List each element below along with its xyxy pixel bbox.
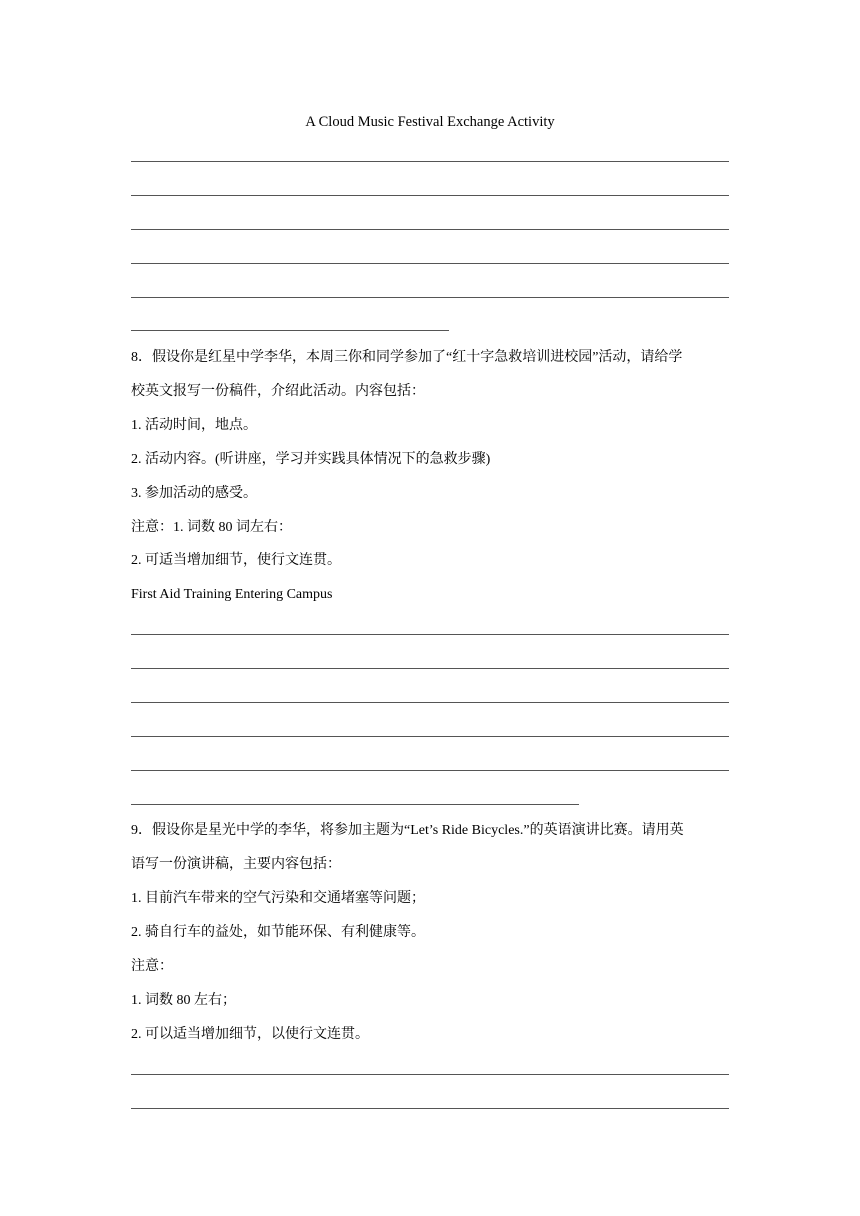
answer-line [131,1108,729,1109]
answer-line-short [131,330,449,331]
q8-point-3: 3. 参加活动的感受。 [131,486,257,501]
answer-line [131,736,729,737]
answer-line [131,770,729,771]
answer-line-short [131,804,579,805]
answer-line [131,1074,729,1075]
answer-line [131,297,729,298]
answer-line [131,195,729,196]
answer-line [131,668,729,669]
q9-prompt-line-1: 9．假设你是星光中学的李华，将参加主题为“Let’s Ride Bicycles.”的英语演讲比赛。请用英 [131,823,684,838]
q9-note-1: 1. 词数 80 左右； [131,993,236,1008]
q8-prompt-line-2: 校英文报写一份稿件，介绍此活动。内容包括： [131,384,425,399]
q9-prompt-line-2: 语写一份演讲稿，主要内容包括： [131,857,341,872]
answer-line [131,161,729,162]
essay-title-music-festival: A Cloud Music Festival Exchange Activity [305,114,555,130]
q9-point-2: 2. 骑自行车的益处，如节能环保、有利健康等。 [131,925,425,940]
q9-note-2: 2. 可以适当增加细节，以使行文连贯。 [131,1027,369,1042]
q9-note-label: 注意： [131,959,173,974]
q8-note-1: 注意：1. 词数 80 词左右： [131,520,292,535]
answer-line [131,229,729,230]
q8-prompt-line-1: 8．假设你是红星中学李华，本周三你和同学参加了“红十字急救培训进校园”活动，请给学 [131,350,683,365]
q8-point-1: 1. 活动时间，地点。 [131,418,257,433]
answer-line [131,263,729,264]
q8-note-2: 2. 可适当增加细节，使行文连贯。 [131,553,341,568]
answer-line [131,634,729,635]
q8-essay-title: First Aid Training Entering Campus [131,587,333,602]
answer-line [131,702,729,703]
q9-point-1: 1. 目前汽车带来的空气污染和交通堵塞等问题； [131,891,425,906]
q8-point-2: 2. 活动内容。(听讲座，学习并实践具体情况下的急救步骤) [131,452,491,467]
